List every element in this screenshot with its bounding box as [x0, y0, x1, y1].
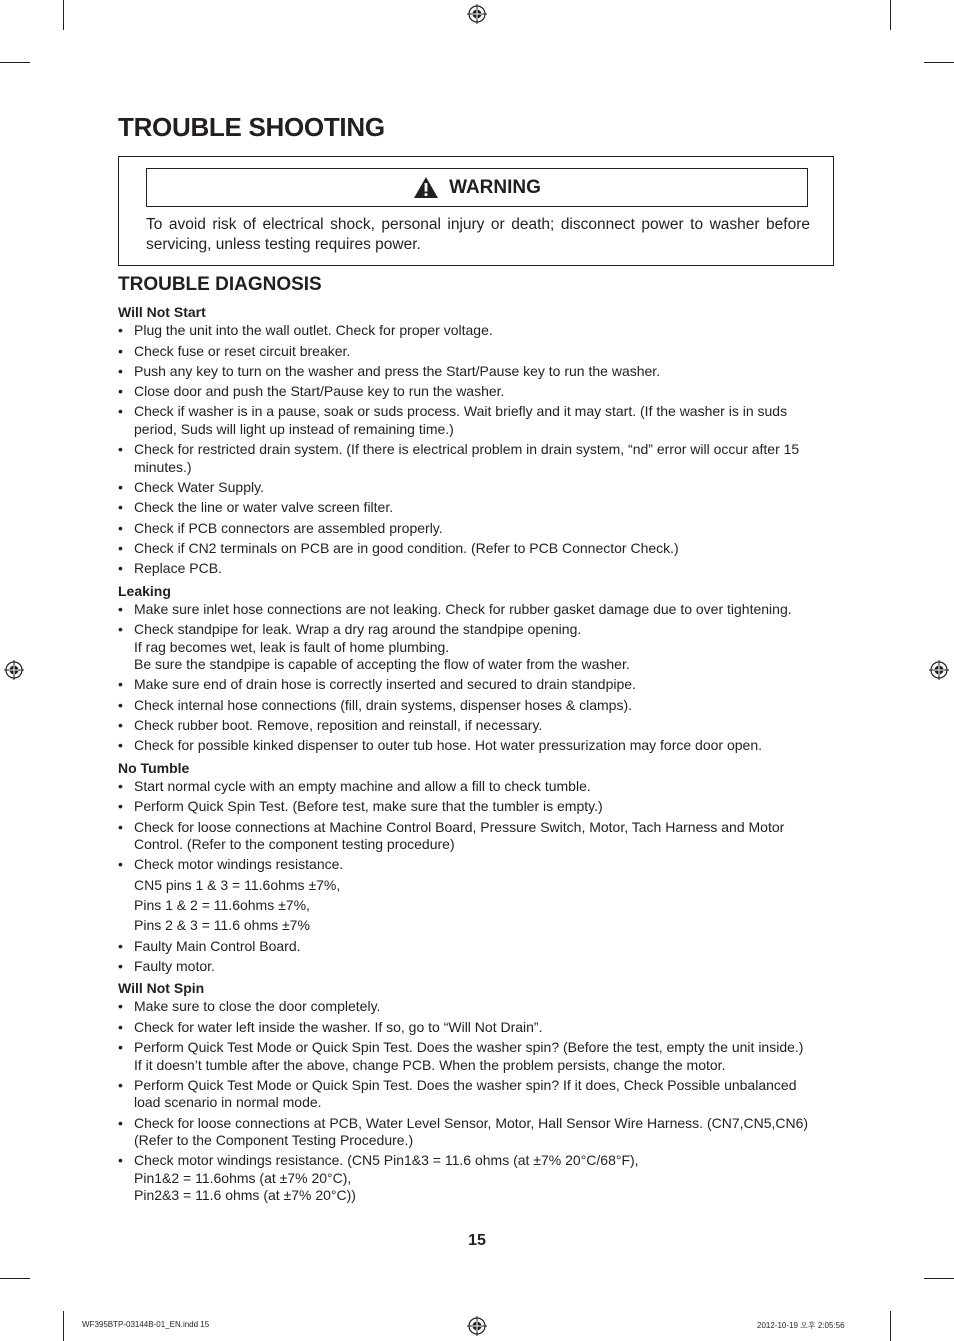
list-item — [118, 520, 834, 538]
bullet-list — [118, 778, 834, 975]
list-item-text: (Refer to the Component Testing Procedure.) — [134, 1132, 414, 1149]
list-item-text: Pins 2 & 3 = 11.6 ohms ±7% — [134, 917, 310, 934]
bullet-icon: • — [118, 937, 123, 954]
list-item — [118, 383, 834, 401]
bullet-icon: • — [118, 499, 123, 516]
list-item-text: Close door and push the Start/Pause key to run the washer. — [134, 383, 505, 400]
list-item — [118, 958, 834, 976]
list-item — [118, 560, 834, 578]
list-item-text: Check motor windings resistance. — [134, 856, 344, 873]
bullet-icon: • — [118, 676, 123, 693]
list-item-text: If it doesn’t tumble after the above, change PCB. When the problem persists, change the motor. — [134, 1056, 726, 1073]
list-item-text: Check the line or water valve screen filter. — [134, 499, 394, 516]
list-item-text: Replace PCB. — [134, 560, 222, 577]
list-item — [118, 1152, 834, 1205]
list-item-text: Check if PCB connectors are assembled properly. — [134, 519, 443, 536]
bullet-icon: • — [118, 818, 123, 835]
crop-mark — [924, 1278, 954, 1279]
list-item — [118, 998, 834, 1016]
list-item-text: Faulty motor. — [134, 957, 215, 974]
list-item-text: Perform Quick Test Mode or Quick Spin Test. Does the washer spin? (Before the test, empty the unit inside.) — [134, 1039, 804, 1055]
registration-mark-icon — [467, 4, 487, 24]
warning-text: To avoid risk of electrical shock, personal injury or death; disconnect power to washer before servicing, unless testing requires power. — [146, 216, 810, 253]
list-item — [118, 1115, 834, 1150]
list-item-text: Pin1&2 = 11.6ohms (at ±7% 20°C), — [134, 1169, 352, 1186]
bullet-icon: • — [118, 1152, 123, 1169]
registration-mark-icon — [929, 660, 949, 680]
list-item-text: Perform Quick Test Mode or Quick Spin Test. Does the washer spin? If it does, Check Possible unbalanced — [134, 1076, 797, 1093]
list-item-text: Be sure the standpipe is capable of accepting the flow of water from the washer. — [134, 656, 630, 673]
bullet-icon: • — [118, 696, 123, 713]
bullet-list — [118, 322, 834, 577]
timestamp-slug: 2012-10-19 오후 2:05:56 — [757, 1321, 845, 1330]
registration-mark-icon — [4, 660, 24, 680]
list-item — [118, 343, 834, 361]
warning-box — [118, 156, 834, 266]
crop-mark — [924, 62, 954, 63]
bullet-icon: • — [118, 717, 123, 734]
list-item-text: Check for restricted drain system. (If there is electrical problem in drain system, “nd” error will occur after 15 — [134, 441, 800, 458]
subsection-heading: Leaking — [118, 582, 171, 599]
subsection-heading: No Tumble — [118, 759, 190, 776]
list-item-text: Check if washer is in a pause, soak or suds process. Wait briefly and it may start. (If the washer is in suds — [134, 403, 788, 420]
list-item — [118, 499, 834, 517]
crop-mark — [63, 0, 64, 30]
list-item — [118, 322, 834, 340]
bullet-icon: • — [118, 383, 123, 400]
list-item-text: Make sure inlet hose connections are not leaking. Check for rubber gasket damage due to over tightening. — [134, 600, 792, 617]
list-item-text: Check for loose connections at PCB, Water Level Sensor, Motor, Hall Sensor Wire Harness. (CN7,CN5,CN6) — [134, 1114, 809, 1131]
list-item — [118, 717, 834, 735]
list-item — [118, 778, 834, 796]
trouble-diagnosis-content — [118, 302, 834, 1208]
list-item-text: Check rubber boot. Remove, reposition and reinstall, if necessary. — [134, 717, 543, 734]
list-item-text: Check fuse or reset circuit breaker. — [134, 342, 351, 359]
crop-mark — [890, 1311, 891, 1341]
bullet-icon: • — [118, 737, 123, 754]
crop-mark — [0, 1278, 30, 1279]
bullet-icon: • — [118, 560, 123, 577]
bullet-icon: • — [118, 362, 123, 379]
list-item — [118, 856, 834, 874]
list-item-text: Check standpipe for leak. Wrap a dry rag around the standpipe opening. — [134, 621, 582, 638]
bullet-icon: • — [118, 798, 123, 815]
crop-mark — [63, 1311, 64, 1341]
list-item-text: Check for loose connections at Machine Control Board, Pressure Switch, Motor, Tach Harness and Motor — [134, 818, 785, 835]
list-item-text: Plug the unit into the wall outlet. Check for proper voltage. — [134, 322, 493, 339]
list-item-text: Pin2&3 = 11.6 ohms (at ±7% 20°C)) — [134, 1187, 356, 1204]
bullet-list — [118, 601, 834, 755]
list-item — [118, 1019, 834, 1037]
list-item-text: Control. (Refer to the component testing procedure) — [134, 836, 455, 853]
list-item-text: Check internal hose connections (fill, drain systems, dispenser hoses & clamps). — [134, 696, 632, 713]
warning-triangle-icon — [413, 176, 439, 199]
list-item-text: Check for possible kinked dispenser to outer tub hose. Hot water pressurization may force door open. — [134, 737, 762, 754]
list-item — [118, 540, 834, 558]
list-item — [118, 819, 834, 854]
bullet-icon: • — [118, 777, 123, 794]
list-item — [118, 697, 834, 715]
warning-label: WARNING — [449, 176, 541, 198]
bullet-icon: • — [118, 479, 123, 496]
list-item-text: Pins 1 & 2 = 11.6ohms ±7%, — [134, 896, 310, 913]
list-item — [118, 601, 834, 619]
list-item-text: Make sure end of drain hose is correctly inserted and secured to drain standpipe. — [134, 676, 636, 693]
crop-mark — [890, 0, 891, 30]
bullet-icon: • — [118, 1076, 123, 1093]
subsection-heading: Will Not Spin — [118, 980, 205, 997]
bullet-icon: • — [118, 600, 123, 617]
bullet-list — [118, 998, 834, 1204]
list-item — [118, 1077, 834, 1112]
bullet-icon: • — [118, 403, 123, 420]
list-item-text: Make sure to close the door completely. — [134, 998, 381, 1015]
bullet-icon: • — [118, 342, 123, 359]
list-item — [118, 441, 834, 476]
page-number: 15 — [468, 1232, 486, 1249]
bullet-icon: • — [118, 957, 123, 974]
bullet-icon: • — [118, 998, 123, 1015]
list-item — [118, 363, 834, 381]
bullet-icon: • — [118, 1018, 123, 1035]
warning-header — [146, 168, 808, 207]
bullet-icon: • — [118, 539, 123, 556]
list-item-text: Push any key to turn on the washer and press the Start/Pause key to run the washer. — [134, 362, 661, 379]
bullet-icon: • — [118, 441, 123, 458]
list-item-text: load scenario in normal mode. — [134, 1094, 322, 1111]
list-item-text: Perform Quick Spin Test. (Before test, make sure that the tumbler is empty.) — [134, 798, 603, 815]
bullet-icon: • — [118, 1039, 123, 1055]
bullet-icon: • — [118, 322, 123, 339]
list-item — [118, 403, 834, 438]
bullet-icon: • — [118, 1114, 123, 1131]
list-item — [118, 938, 834, 956]
list-item — [118, 1039, 834, 1074]
bullet-icon: • — [118, 621, 123, 638]
list-item-text: Faulty Main Control Board. — [134, 937, 301, 954]
list-item — [118, 917, 834, 935]
list-item — [118, 877, 834, 895]
registration-mark-icon — [467, 1316, 487, 1336]
list-item-text: CN5 pins 1 & 3 = 11.6ohms ±7%, — [134, 876, 341, 893]
page-title: TROUBLE SHOOTING — [118, 112, 385, 142]
list-item — [118, 676, 834, 694]
list-item-text: Check motor windings resistance. (CN5 Pin1&3 = 11.6 ohms (at ±7% 20°C/68°F), — [134, 1152, 639, 1169]
list-item — [118, 798, 834, 816]
list-item — [118, 479, 834, 497]
section-title: TROUBLE DIAGNOSIS — [118, 274, 322, 295]
list-item-text: Check Water Supply. — [134, 479, 264, 496]
list-item-text: If rag becomes wet, leak is fault of home plumbing. — [134, 638, 450, 655]
subsection-heading: Will Not Start — [118, 304, 206, 320]
list-item — [118, 737, 834, 755]
list-item — [118, 897, 834, 915]
list-item — [118, 621, 834, 674]
list-item-text: minutes.) — [134, 458, 192, 475]
list-item-text: Check if CN2 terminals on PCB are in good condition. (Refer to PCB Connector Check.) — [134, 539, 679, 556]
bullet-icon: • — [118, 856, 123, 873]
bullet-icon: • — [118, 519, 123, 536]
file-slug: WF395BTP-03144B-01_EN.indd 15 — [82, 1320, 210, 1329]
list-item-text: Check for water left inside the washer. If so, go to “Will Not Drain”. — [134, 1018, 543, 1035]
list-item-text: period, Suds will light up instead of remaining time.) — [134, 420, 454, 437]
crop-mark — [0, 62, 30, 63]
list-item-text: Start normal cycle with an empty machine and allow a fill to check tumble. — [134, 777, 591, 794]
